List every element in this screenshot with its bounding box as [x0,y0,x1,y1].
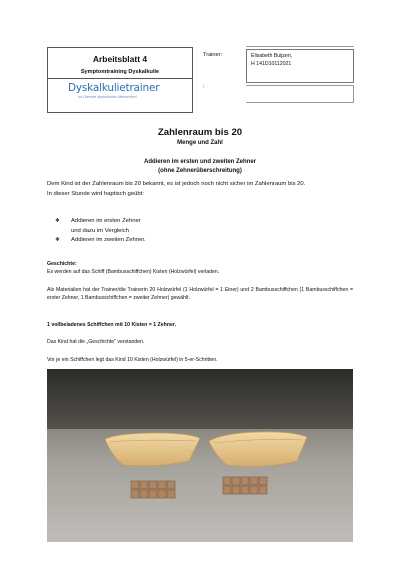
list-item [55,217,146,227]
worksheet-header-box [47,47,193,113]
list-item-text: und dazu im Vergleich [71,227,129,234]
intro-text: Dem Kind ist der Zahlenraum bis 20 bekannt, es ist jedoch noch nicht sicher im Zahlenraum bis 20. [47,181,306,187]
diamond-bullet-icon: ❖ [55,218,60,224]
second-field-box [246,85,354,103]
list-item [55,236,146,246]
trainer-id: H 141D10112021 [251,61,292,67]
list-item-text: Addieren im ersten Zehner [71,218,141,224]
logo-tagline: Im Dienste dyskalkulier Menschen! [78,95,137,99]
left-boat [105,433,200,466]
story-paragraph-2: Als Materialien hat der Trainer/die Trainerin 20 Holzwürfel (1 Holzwürfel = 1 Einer) und 2 Bambusschiffchen (1 Bambusschiffchen = erster Zehner, 1 Bambusschiffchen = zweiter Zehner) gewählt. [47,287,353,302]
trainer-label: Trainer: [203,52,223,58]
dyskalkulietrainer-logo [68,82,178,108]
header-divider [48,78,192,79]
list-item [55,227,146,237]
topic-heading-line2: (ohne Zehnerüberschreitung) [158,168,242,174]
trainer-box [246,49,354,83]
bullet-list [55,217,146,246]
topic-heading-line1: Addieren im ersten und zweiten Zehner [143,159,257,165]
page-title: Zahlenraum bis 20 [157,127,243,138]
story-paragraph-4: Das Kind hat die „Geschichte“ verstanden. [47,339,145,345]
right-boat [209,432,307,466]
intro-lead: In dieser Stunde wird haptisch geübt: [47,190,144,197]
story-paragraph-1: Es werden auf das Schiff (Bambusschiffchen) Kisten (Holzwürfel) verladen. [47,269,220,275]
worksheet-title: Arbeitsblatt 4 [92,54,148,64]
worksheet-subtitle: Symptomtraining Dyskalkulie [80,69,160,75]
list-item-text: Addieren im zweiten Zehner. [71,237,146,244]
story-paragraph-3: 1 vollbeladenes Schiffchen mit 10 Kisten = 1 Zehner. [47,322,177,328]
diamond-bullet-icon: ❖ [55,237,60,244]
logo-text: Dyskalkulietrainer [68,82,160,94]
photo-illustration [47,369,353,542]
trainer-top-line [246,46,354,47]
story-paragraph-5: Vor je ein Schiffchen legt das Kind 10 Kisten (Holzwürfel) in 5-er-Schritten. [47,357,218,363]
story-heading: Geschichte: [47,261,77,267]
second-field-label: : [203,84,205,90]
trainer-name: Elisabeth Buijzen, [251,53,293,59]
page-subtitle: Menge und Zahl [177,140,223,146]
intro-paragraph [47,180,353,199]
boats-with-cubes-photo [47,369,353,542]
